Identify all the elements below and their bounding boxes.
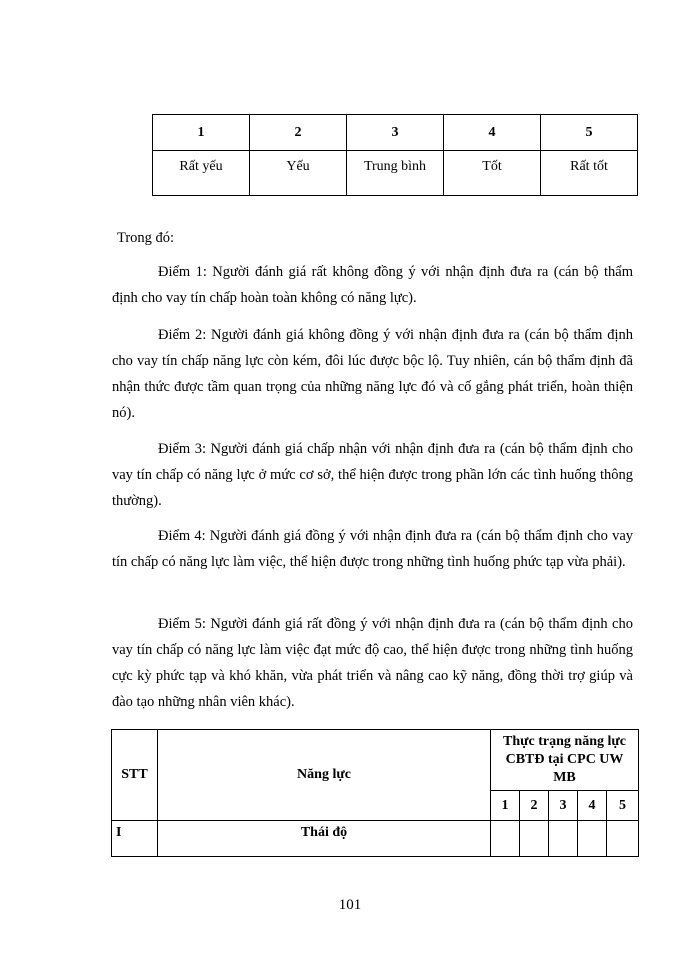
scale-number-1: 1	[153, 115, 250, 151]
row-level-3-cell	[549, 821, 578, 857]
row-capability: Thái độ	[158, 821, 491, 857]
scale-label-3: Trung bình	[347, 151, 444, 196]
score-3-paragraph: Điểm 3: Người đánh giá chấp nhận với nhận định đưa ra (cán bộ thẩm định cho vay tín chấp có năng lực ở mức cơ sở, thể hiện được trong phần lớn các tình huống thông thường).	[112, 441, 633, 509]
level-2: 2	[520, 791, 549, 821]
score-4-paragraph: Điểm 4: Người đánh giá đồng ý với nhận định đưa ra (cán bộ thẩm định cho vay tín chấp có năng lực làm việc, thể hiện được trong những tình huống phức tạp vừa phải).	[112, 528, 633, 570]
table-header-row	[112, 730, 639, 791]
level-3: 3	[549, 791, 578, 821]
scale-number-row	[153, 115, 638, 151]
scale-number-4: 4	[444, 115, 541, 151]
scale-label-5: Rất tốt	[541, 151, 638, 196]
row-stt: I	[112, 821, 158, 857]
scale-label-4: Tốt	[444, 151, 541, 196]
level-5: 5	[607, 791, 639, 821]
level-4: 4	[578, 791, 607, 821]
score-5-paragraph: Điểm 5: Người đánh giá rất đồng ý với nhận định đưa ra (cán bộ thẩm định cho vay tín chấp có năng lực làm việc đạt mức độ cao, thể hiện được trong những tình huống cực kỳ phức tạp và khó khăn, vừa phát triển và nâng cao kỹ năng, đồng thời trợ giúp và đào tạo những nhân viên khác).	[112, 616, 633, 710]
header-stt: STT	[112, 730, 158, 821]
row-level-4-cell	[578, 821, 607, 857]
header-capability: Năng lực	[158, 730, 491, 821]
page-number: 101	[338, 897, 362, 913]
scale-number-2: 2	[250, 115, 347, 151]
capability-table	[111, 729, 639, 857]
row-level-2-cell	[520, 821, 549, 857]
scale-label-1: Rất yếu	[153, 151, 250, 196]
table-row	[112, 821, 639, 857]
scale-label-row	[153, 151, 638, 196]
row-level-5-cell	[607, 821, 639, 857]
row-level-1-cell	[491, 821, 520, 857]
scale-number-5: 5	[541, 115, 638, 151]
intro-text: Trong đó:	[117, 230, 175, 246]
scale-number-3: 3	[347, 115, 444, 151]
header-status: Thực trạng năng lực CBTĐ tại CPC UW MB	[491, 730, 639, 791]
score-2-paragraph: Điểm 2: Người đánh giá không đồng ý với nhận định đưa ra (cán bộ thẩm định cho vay tín chấp năng lực còn kém, đôi lúc được bộc lộ. Tuy nhiên, cán bộ thẩm định đã nhận thức được tầm quan trọng của những năng lực đó và cố gắng phát triển, hoàn thiện nó).	[112, 327, 633, 421]
level-1: 1	[491, 791, 520, 821]
rating-scale-table	[152, 114, 638, 196]
score-1-paragraph: Điểm 1: Người đánh giá rất không đồng ý với nhận định đưa ra (cán bộ thẩm định cho vay tín chấp hoàn toàn không có năng lực).	[112, 264, 633, 306]
scale-label-2: Yếu	[250, 151, 347, 196]
